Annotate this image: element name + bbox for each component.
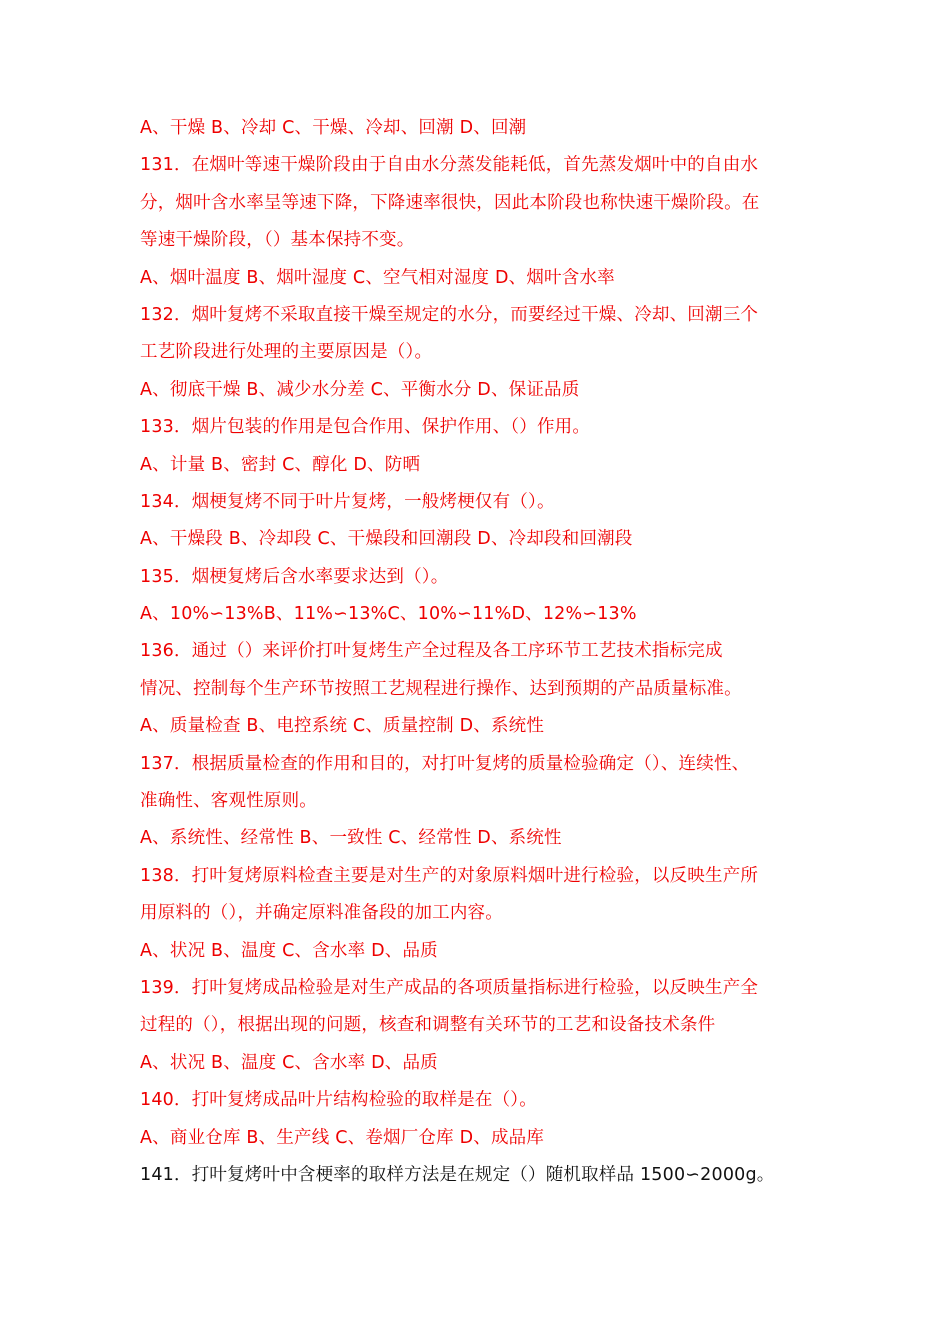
- question-139-line-2: 过程的（），根据出现的问题，核查和调整有关环节的工艺和设备技术条件: [140, 1015, 716, 1036]
- option-line-136: A、质量检查 B、电控系统 C、质量控制 D、系统性: [140, 716, 545, 737]
- question-133-line-1: 133．烟片包装的作用是包合作用、保护作用、（）作用。: [140, 417, 591, 438]
- question-132-line-1: 132．烟叶复烤不采取直接干燥至规定的水分，而要经过干燥、冷却、回潮三个: [140, 304, 759, 325]
- document-body: [140, 110, 820, 1194]
- question-136-line-1: 136．通过（）来评价打叶复烤生产全过程及各工序环节工艺技术指标完成: [140, 641, 723, 662]
- question-135-line-1: 135．烟梗复烤后含水率要求达到（）。: [140, 566, 449, 587]
- question-138-line-2: 用原料的（），并确定原料准备段的加工内容。: [140, 903, 503, 924]
- question-139-line-1: 139．打叶复烤成品检验是对生产成品的各项质量指标进行检验，以反映生产全: [140, 977, 759, 998]
- option-line-138: A、状况 B、温度 C、含水率 D、品质: [140, 940, 438, 961]
- option-line-139: A、状况 B、温度 C、含水率 D、品质: [140, 1052, 438, 1073]
- question-138-line-1: 138．打叶复烤原料检查主要是对生产的对象原料烟叶进行检验，以反映生产所: [140, 865, 759, 886]
- option-line-132: A、彻底干燥 B、减少水分差 C、平衡水分 D、保证品质: [140, 379, 580, 400]
- option-line-131: A、烟叶温度 B、烟叶湿度 C、空气相对湿度 D、烟叶含水率: [140, 267, 615, 288]
- question-131-line-3: 等速干燥阶段，（）基本保持不变。: [140, 230, 415, 251]
- question-137-line-1: 137．根据质量检查的作用和目的，对打叶复烤的质量检验确定（）、连续性、: [140, 753, 750, 774]
- question-137-line-2: 准确性、客观性原则。: [140, 791, 317, 812]
- question-136-line-2: 情况、控制每个生产环节按照工艺规程进行操作、达到预期的产品质量标准。: [140, 678, 742, 699]
- question-134-line-1: 134．烟梗复烤不同于叶片复烤，一般烤梗仅有（）。: [140, 491, 555, 512]
- question-131-line-2: 分，烟叶含水率呈等速下降，下降速率很快，因此本阶段也称快速干燥阶段。在: [140, 192, 760, 213]
- option-line-130: A、干燥 B、冷却 C、干燥、冷却、回潮 D、回潮: [140, 118, 527, 138]
- question-140-line-1: 140．打叶复烤成品叶片结构检验的取样是在（）。: [140, 1090, 537, 1111]
- option-line-133: A、计量 B、密封 C、醇化 D、防晒: [140, 454, 421, 475]
- question-131-line-1: 131．在烟叶等速干燥阶段由于自由水分蒸发能耗低，首先蒸发烟叶中的自由水: [140, 155, 759, 176]
- question-132-line-2: 工艺阶段进行处理的主要原因是（）。: [140, 342, 433, 363]
- option-line-134: A、干燥段 B、冷却段 C、干燥段和回潮段 D、冷却段和回潮段: [140, 529, 633, 550]
- question-141-line-1: 141．打叶复烤叶中含梗率的取样方法是在规定（）随机取样品 1500∽2000g。: [140, 1164, 775, 1185]
- option-line-137: A、系统性、经常性 B、一致性 C、经常性 D、系统性: [140, 828, 562, 849]
- option-line-140: A、商业仓库 B、生产线 C、卷烟厂仓库 D、成品库: [140, 1127, 545, 1148]
- option-line-135: A、10%∽13%B、11%∽13%C、10%∽11%D、12%∽13%: [140, 604, 637, 625]
